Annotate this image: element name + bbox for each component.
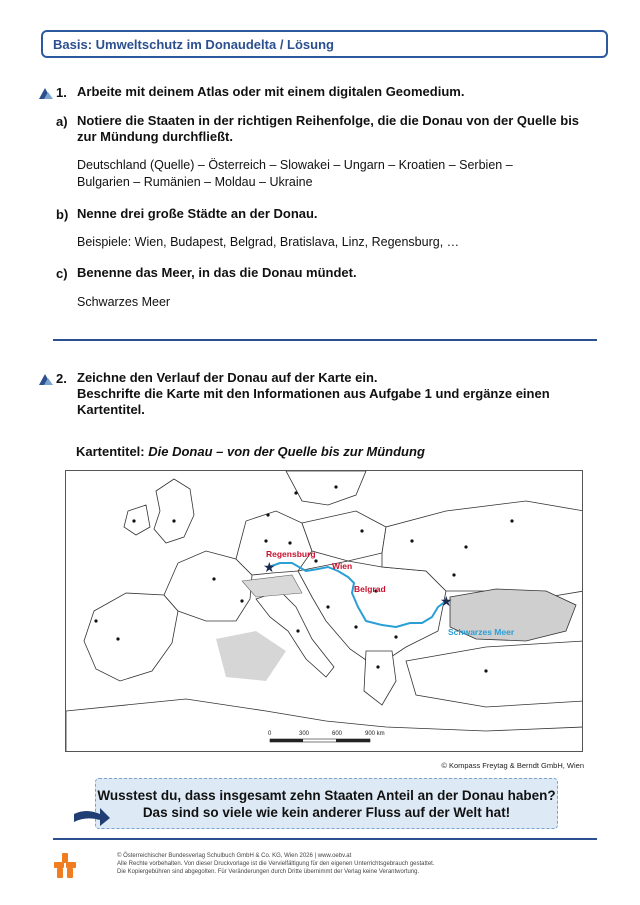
footer-line3: Die Kopiergebühren sind abgegolten. Für Veränderungen durch Dritte übernimmt der Verlag keine Verantwortung. — [117, 869, 420, 875]
svg-text:900 km: 900 km — [365, 731, 385, 737]
task1b-label: b) — [56, 207, 69, 222]
task1a-question-line2: zur Mündung durchfließt. — [77, 129, 233, 144]
ireland-shape — [124, 505, 150, 535]
fact-line2: Das sind so viele wie kein anderer Fluss auf der Welt hat! — [142, 805, 511, 820]
task1c-answer: Schwarzes Meer — [77, 295, 171, 309]
turkey-shape — [406, 641, 583, 707]
europe-map — [65, 470, 583, 752]
label-regensburg: Regensburg — [266, 549, 316, 559]
task2-line1: Zeichne den Verlauf der Donau auf der Karte ein. — [77, 370, 378, 385]
source-star-icon: ★ — [263, 559, 276, 575]
iberia-shape — [84, 593, 178, 681]
task1a-answer-line1: Deutschland (Quelle) – Österreich – Slowakei – Ungarn – Kroatien – Serbien – — [77, 158, 513, 172]
map-drawing — [66, 471, 583, 752]
mouth-star-icon: ★ — [440, 593, 453, 609]
map-title-value: Die Donau – von der Quelle bis zur Mündung — [148, 444, 425, 459]
label-wien: Wien — [332, 561, 353, 571]
britain-shape — [154, 479, 194, 543]
footer-line1: © Österreichischer Bundesverlag Schulbuch GmbH & Co. KG, Wien 2026 | www.oebv.at — [117, 853, 352, 859]
footer-divider — [53, 838, 597, 840]
section-divider — [53, 339, 597, 341]
map-copyright: © Kompass Freytag & Berndt GmbH, Wien — [441, 761, 584, 770]
label-belgrad: Belgrad — [354, 584, 386, 594]
task1c-label: c) — [56, 266, 68, 281]
task1-number: 1. — [56, 85, 67, 100]
africa-shape — [66, 699, 583, 752]
map-title-label: Kartentitel: — [76, 444, 145, 459]
arrow-icon — [72, 806, 112, 828]
task2-number: 2. — [56, 371, 67, 386]
task2-line2: Beschrifte die Karte mit den Informationen aus Aufgabe 1 und ergänze einen — [77, 386, 550, 401]
task1b-question: Nenne drei große Städte an der Donau. — [77, 206, 318, 221]
svg-text:0: 0 — [268, 731, 272, 737]
fact-line1: Wusstest du, dass insgesamt zehn Staaten Anteil an der Donau haben? — [97, 788, 556, 803]
task1a-answer-line2: Bulgarien – Rumänien – Moldau – Ukraine — [77, 175, 313, 189]
task1-instruction: Arbeite mit deinem Atlas oder mit einem digitalen Geomedium. — [77, 84, 465, 99]
scandinavia-shape — [286, 471, 366, 505]
worksheet-title: Basis: Umweltschutz im Donaudelta / Lösung — [41, 30, 608, 58]
label-black-sea: Schwarzes Meer — [448, 627, 515, 637]
level-mountain-icon — [38, 86, 54, 100]
task1b-answer: Beispiele: Wien, Budapest, Belgrad, Bratislava, Linz, Regensburg, … — [77, 235, 460, 249]
publisher-logo-icon — [53, 852, 77, 880]
task1a-question-line1: Notiere die Staaten in der richtigen Reihenfolge, die die Donau von der Quelle bis — [77, 113, 580, 128]
task2-line3: Kartentitel. — [77, 402, 145, 417]
greece-shape — [364, 651, 396, 705]
svg-text:300: 300 — [299, 731, 310, 737]
task1c-question: Benenne das Meer, in das die Donau mündet. — [77, 265, 357, 280]
mediterranean-shape — [216, 631, 286, 681]
map-title-line — [76, 444, 425, 459]
fact-box — [95, 778, 558, 829]
task1a-label: a) — [56, 114, 68, 129]
svg-text:600: 600 — [332, 731, 343, 737]
footer-line2: Alle Rechte vorbehalten. Von dieser Druckvorlage ist die Vervielfältigung für den eigenen Unterrichtsgebrauch gestattet. — [117, 861, 435, 867]
level-mountain-icon — [38, 372, 54, 386]
footer-legal — [117, 852, 435, 876]
